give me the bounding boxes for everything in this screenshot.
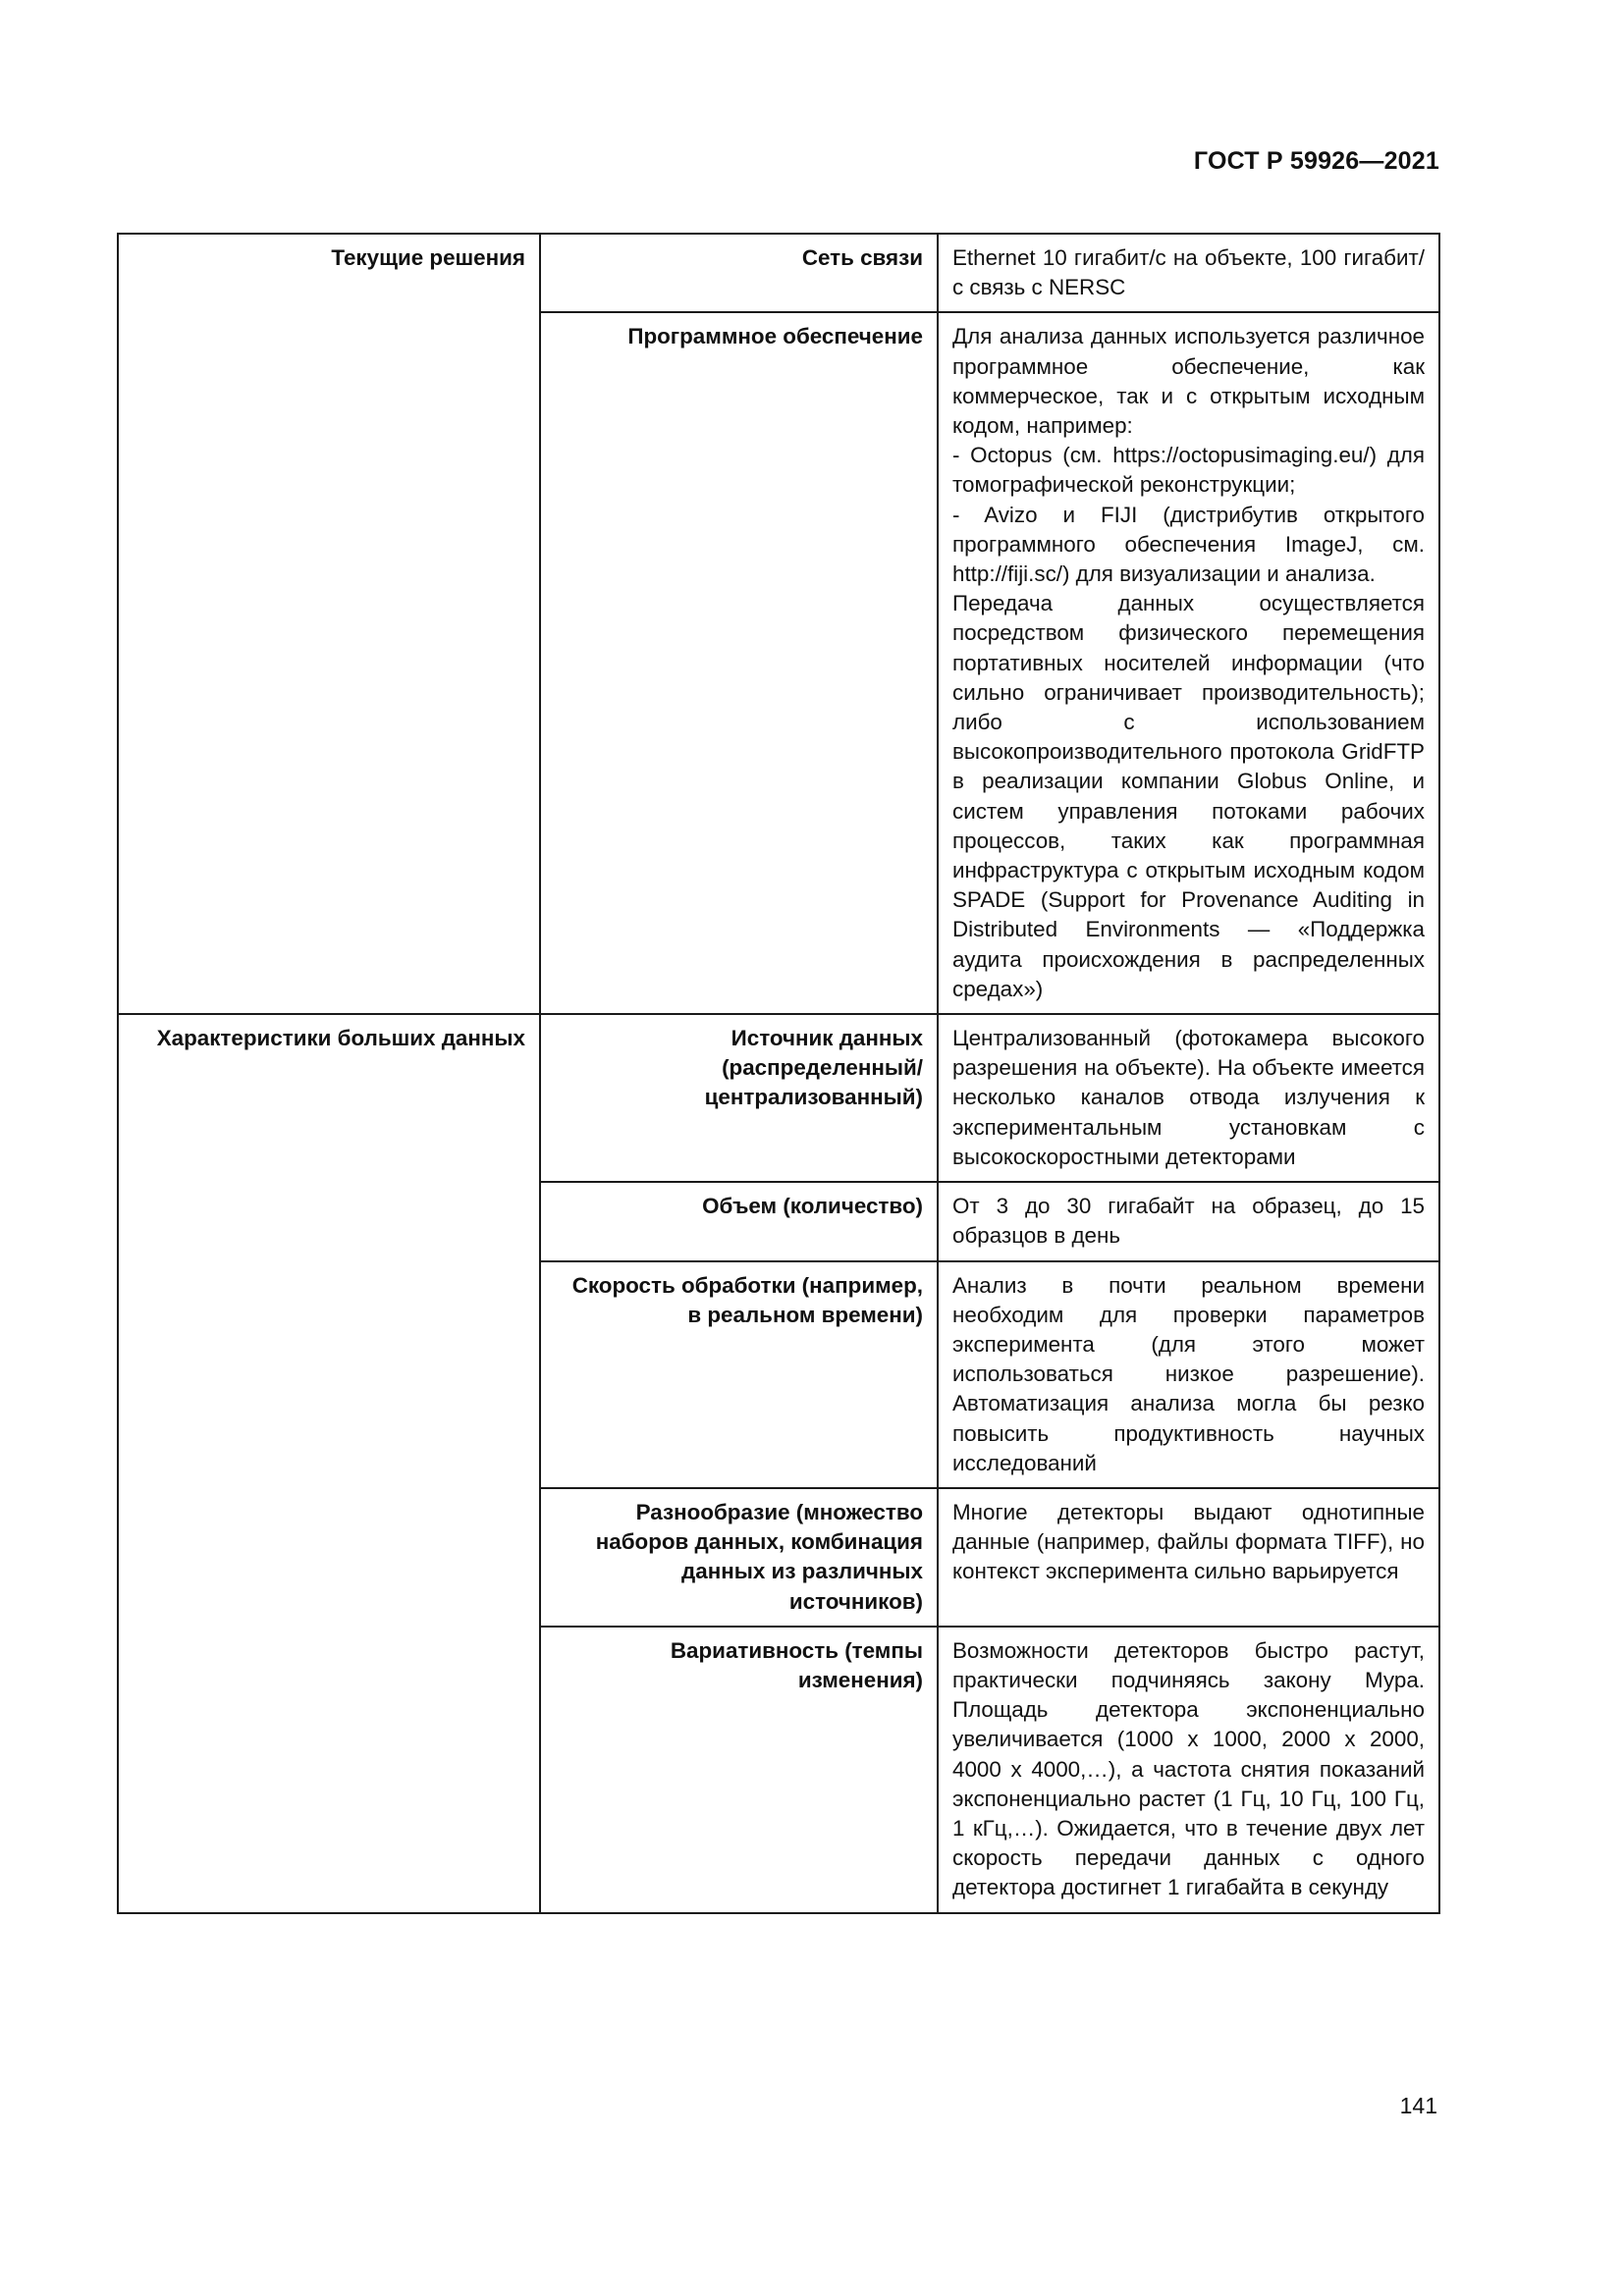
value-cell: Возможности детекторов быстро растут, практически подчиняясь закону Мура. Площадь детектора экспоненциально увеличивается (1000 x 1000, 2000 x 2000, 4000 x 4000,…), а частота снятия показаний экспоненциально растет (1 Гц, 10 Гц, 100 Гц, 1 кГц,…). Ожидается, что в течение двух лет скорость передачи данных с одного детектора достигнет 1 гигабайта в секунду	[938, 1627, 1439, 1913]
specification-table	[117, 233, 1440, 1914]
aspect-cell: Вариативность (темпы изменения)	[540, 1627, 938, 1913]
aspect-cell: Скорость обработки (например, в реальном времени)	[540, 1261, 938, 1488]
value-line: - Avizo и FIJI (дистрибутив открытого программного обеспечения ImageJ, см. http://fiji.sc/) для визуализации и анализа.	[952, 502, 1425, 587]
aspect-cell: Сеть связи	[540, 234, 938, 312]
aspect-cell: Объем (количество)	[540, 1182, 938, 1260]
table-row	[118, 1014, 1439, 1182]
aspect-cell: Разнообразие (множество наборов данных, комбинация данных из различных источников)	[540, 1488, 938, 1627]
category-cell: Характеристики больших данных	[118, 1014, 540, 1912]
value-line: Передача данных осуществляется посредством физического перемещения портативных носителей информации (что сильно ограничивает производительность); либо с использованием высокопроизводительного протокола GridFTP в реализации компании Globus Online, и систем управления потоками рабочих процессов, таких как программная инфраструктура с открытым исходным кодом SPADE (Support for Provenance Auditing in Distributed Environments — «Поддержка аудита происхождения в распределенных средах»)	[952, 591, 1425, 1001]
value-cell	[938, 312, 1439, 1014]
aspect-cell: Источник данных (распределенный/ централизованный)	[540, 1014, 938, 1182]
table-row	[118, 234, 1439, 312]
value-line: - Octopus (см. https://octopusimaging.eu/) для томографической реконструкции;	[952, 443, 1425, 498]
category-cell: Текущие решения	[118, 234, 540, 1014]
aspect-cell: Программное обеспечение	[540, 312, 938, 1014]
value-line: Для анализа данных используется различное программное обеспечение, как коммерческое, так и с открытым исходным кодом, например:	[952, 324, 1425, 439]
value-cell: Многие детекторы выдают однотипные данные (например, файлы формата TIFF), но контекст эксперимента сильно варьируется	[938, 1488, 1439, 1627]
value-cell: Ethernet 10 гигабит/с на объекте, 100 гигабит/с связь с NERSC	[938, 234, 1439, 312]
document-standard-id: ГОСТ Р 59926—2021	[1193, 147, 1439, 175]
value-cell: Централизованный (фотокамера высокого разрешения на объекте). На объекте имеется несколько каналов отвода излучения к экспериментальным установкам с высокоскоростными детекторами	[938, 1014, 1439, 1182]
page-number: 141	[1399, 2093, 1437, 2118]
value-cell: Анализ в почти реальном времени необходим для проверки параметров эксперимента (для этого может использоваться низкое разрешение). Автоматизация анализа могла бы резко повысить продуктивность научных исследований	[938, 1261, 1439, 1488]
value-cell: От 3 до 30 гигабайт на образец, до 15 образцов в день	[938, 1182, 1439, 1260]
